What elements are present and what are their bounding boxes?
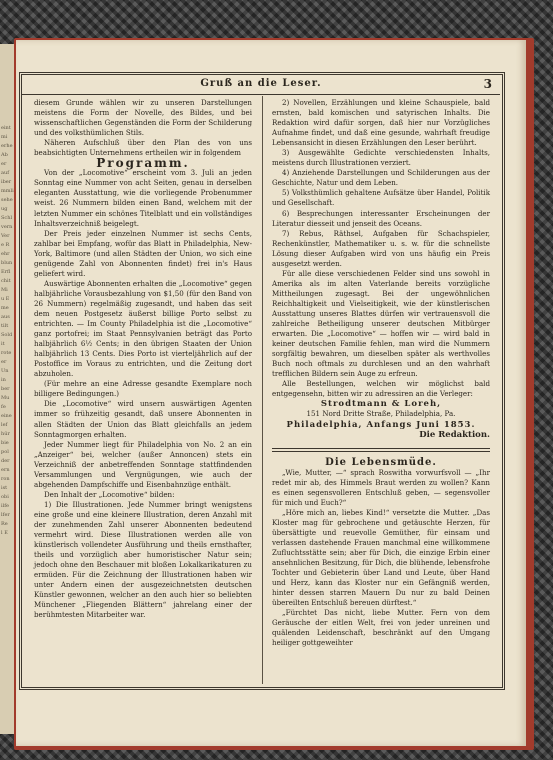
column-divider [262, 96, 263, 684]
paragraph: Auswärtige Abonnenten erhalten die „Locomotive“ gegen halbjährliche Vorausbezahlung von $1,50 (für den Band von 26 Nummern) regelmäßig zugesandt, und haben das seit dem neuen Postgesetz äußerst billige Porto selbst zu entrichten. — Im County Philadelphia ist die „Locomotive“ ganz portofrei; im Staat Pennsylvanien beträgt das Porto halbjährlich 6½ Cents; in den übrigen Staaten der Union halbjährlich 13 Cents. Dies Porto ist vierteljährlich auf der Postoffice im Voraus zu entrichten, und die Zeitung dort abzuholen. [34, 278, 252, 379]
header-rule [22, 94, 500, 95]
previous-page-fragment: Un [1, 368, 9, 374]
previous-page-fragment: ist [1, 485, 8, 491]
previous-page-fragment: eine [1, 413, 12, 419]
running-title: Gruß an die Leser. [200, 78, 322, 89]
previous-page-fragment: Erfl [1, 269, 11, 275]
previous-page-fragment: vern [1, 224, 13, 230]
paragraph: Der Preis jeder einzelnen Nummer ist sechs Cents, zahlbar bei Empfang, wofür das Blatt in Philadelphia, New-York, Baltimore (und allen Städten der Union, wo sich eine genügende Zahl von Abonnenten findet) frei in's Haus geliefert wird. [34, 228, 252, 278]
previous-page-fragment: Ab [1, 152, 8, 158]
section-rule [272, 448, 490, 452]
paragraph: 1) Die Illustrationen. Jede Nummer bringt wenigstens eine große und eine kleinere Illustration, deren Anzahl mit der zunehmenden Zahl unserer Abonnenten bedeutend vermehrt wird. Diese Illustrationen werden alle von künstlerisch vollendeter Ausführung und theils ernsthafter, theils und vorzüglich aber humoristischer Natur sein; jedoch ohne den Beschauer mit bloßen Lokalkarikaturen zu ermüden. Für die Zeichnung der Illustrationen haben wir unter Andern einen der ausgezeichnetsten deutschen Künstler gewonnen, welcher an den auch hier so beliebten Münchener „Fliegenden Blättern“ jahrelang einer der berühmtesten Mitarbeiter war. [34, 499, 252, 620]
previous-page-fragment: ber [1, 386, 10, 392]
paragraph: 6) Besprechungen interessanter Erscheinungen der Literatur diesseit und jenseit des Oceans. [272, 208, 490, 228]
previous-page-fragment: der [1, 458, 10, 464]
story-heading: Die Lebensmüde. [325, 456, 437, 468]
previous-page-fragment: er [1, 359, 7, 365]
previous-page-fragment: lef [1, 422, 8, 428]
previous-page-fragment: hür [1, 431, 10, 437]
paragraph: (Für mehre an eine Adresse gesandte Exemplare noch billigere Bedingungen.) [34, 379, 252, 399]
date-line: Philadelphia, Anfangs Juni 1853. [286, 419, 476, 430]
previous-page-fragment: Mu [1, 395, 10, 401]
paragraph: Jeder Nummer liegt für Philadelphia von No. 2 an ein „Anzeiger“ bei, welcher (außer Annoncen) stets ein Verzeichniß der anbetreffenden Sonntage stattfindenden Versammlungen und Vergnügungen, wie auch der abgehenden Dampfschiffe und Eisenbahnzüge enthält. [34, 439, 252, 489]
previous-page-fragment: obi [1, 494, 9, 500]
paragraph: diesem Grunde wählen wir zu unseren Darstellungen meistens die Form der Novelle, des Bildes, und bei wissenschaftlichen Gegenständen die Form der Schilderung und des volksthümlichen Stils. [34, 98, 252, 138]
previous-page-fragment: auf [1, 170, 10, 176]
paragraph: 5) Volksthümlich gehaltene Aufsätze über Handel, Politik und Gesellschaft. [272, 188, 490, 208]
paragraph: „Höre mich an, liebes Kind!“ versetzte die Mutter. „Das Kloster mag für gebrochene und getäuschte Herzen, für übersättigte und reuevolle Gemüther, für einsam und verlassen dastehende Frauen manchmal eine willkommene Zufluchtsstätte sein; aber für Dich, die einzige Erbin einer ansehnlichen Besitzung, für Dich, die blühende, lebensfrohe Tochter und Gebieterin über Land und Leute, über Hand und Herz, kann das Kloster nur ein Gefängniß werden, hinter dessen starren Mauern Du nur zu bald Deinen übereilten Entschluß bereuen dürftest.“ [272, 507, 490, 608]
right-column [272, 98, 490, 648]
publisher-address: 151 Nord Dritte Straße, Philadelphia, Pa. [306, 409, 456, 419]
previous-page-fragment: ilfe [1, 503, 10, 509]
left-column [34, 98, 252, 620]
previous-page-fragment: eint [1, 125, 11, 131]
previous-page-fragment: lfer [1, 512, 10, 518]
paragraph: Den Inhalt der „Locomotive“ bilden: [44, 489, 175, 499]
previous-page-fragment: Sold [1, 332, 13, 338]
previous-page-fragment: Schl [1, 215, 13, 221]
previous-page-fragment: iber [1, 179, 12, 185]
previous-page-fragment: ehr [1, 251, 10, 257]
previous-page-fragment: tilt [1, 323, 9, 329]
previous-page-fragment: aus [1, 314, 10, 320]
previous-page-fragment: me [1, 305, 9, 311]
previous-page-fragment: ug [1, 206, 8, 212]
paragraph: 7) Rebus, Räthsel, Aufgaben für Schachspieler, Rechenkünstler, Mathematiker u. s. w. für die schnellste Lösung dieser Aufgaben wird von uns häufig ein Preis ausgesetzt werden. [272, 228, 490, 268]
previous-page-fragment: mmli [1, 188, 14, 194]
previous-page-fragment: ern [1, 467, 10, 473]
paragraph: Die „Locomotive“ wird unsern auswärtigen Agenten immer so frühzeitig gesandt, daß unsere Abonnenten in allen Städten der Union das Blatt gleichfalls an jedem Sonntagmorgen erhalten. [34, 399, 252, 439]
previous-page-fragment: Mi [1, 287, 8, 293]
paragraph: „Wie, Mutter, —“ sprach Roswitha vorwurfsvoll — „Ihr redet mir ab, des Himmels Braut werden zu wollen? Kann es einen segensvolleren Entschluß geben, — segensvoller für mich und Euch?“ [272, 467, 490, 507]
previous-page-fragment: Ver [1, 233, 10, 239]
previous-page-fragment: mi [1, 134, 8, 140]
previous-page-fragment: ron [1, 476, 10, 482]
previous-page-fragment: erhe [1, 143, 13, 149]
previous-page-fragment: it [1, 341, 5, 347]
signature: Die Redaktion. [419, 429, 490, 440]
paragraph: 2) Novellen, Erzählungen und kleine Schauspiele, bald ernsten, bald komischen und satyrischen Inhalts. Die Redaktion wird dafür sorgen, daß hier nur Vorzügliches Aufnahme findet, und daß eine gesunde, wahrhaft freudige Lebensansicht in diesen Erzählungen den Leser berührt. [272, 98, 490, 148]
previous-page-fragment: in [1, 377, 6, 383]
previous-page-fragment: e R [1, 242, 10, 248]
previous-page-fragment: pol [1, 449, 9, 455]
paragraph: „Fürchtet Das nicht, liebe Mutter. Fern von dem Geräusche der eitlen Welt, frei von jeder unreinen und quälenden Leidenschaft, beschränkt auf den Umgang heiliger gottgeweihter [272, 608, 490, 648]
paragraph: Von der „Locomotive“ erscheint vom 3. Juli an jeden Sonntag eine Nummer von acht Seiten, genau in derselben eleganten Ausstattung, wie die vorliegende Probenummer weist. 26 Nummern bilden einen Band, welchem mit der letzten Nummer ein schönes Titelblatt und ein vollständiges Inhaltsverzeichniß beigelegt. [34, 168, 252, 228]
program-heading: Programm. [96, 156, 190, 171]
previous-page-fragment: sehe [1, 197, 13, 203]
paragraph: Näheren Aufschluß über den Plan des von uns beabsichtigten Unternehmens ertheilen wir in folgendem [34, 138, 252, 158]
page-number: 3 [483, 77, 492, 91]
publisher-name: Strodtmann & Loreh, [320, 399, 442, 410]
previous-page-fragment: bie [1, 440, 9, 446]
paragraph: 3) Ausgewählte Gedichte verschiedensten Inhalts, meistens durch Illustrationen verziert. [272, 148, 490, 168]
paragraph: Für alle diese verschiedenen Felder sind uns sowohl in Amerika als im alten Vaterlande bereits vorzügliche Mittheilungen zugesagt. Bei der ungewöhnlichen Reichhaltigkeit und Vielseitigkeit, wie der künstlerischen Ausstattung unseres Blattes dürfen wir vertrauensvoll die zahlreiche Betheiligung unserer deutschen Mitbürger erwarten. Die „Locomotive“ — hoffen wir — wird bald in keiner deutschen Familie fehlen, man wird die Nummern sorgfältig bewahren, um dieselben später als werthvolles Buch noch oftmals zu durchlesen und an den wahrhaft trefflichen Bildern sein Auge zu erfreun. [272, 268, 490, 379]
previous-page-fragment: Re [1, 521, 8, 527]
previous-page-fragment: chit [1, 278, 11, 284]
paragraph: Alle Bestellungen, welchen wir möglichst bald entgegensehn, bitten wir zu adressiren an die Verleger: [272, 379, 490, 399]
previous-page-fragment: er [1, 161, 7, 167]
previous-page-fragment: rote [1, 350, 12, 356]
previous-page-fragment: u E [1, 296, 10, 302]
page-header [22, 76, 500, 94]
paragraph: 4) Anziehende Darstellungen und Schilderungen aus der Geschichte, Natur und dem Leben. [272, 168, 490, 188]
previous-page-fragment: fe [1, 404, 6, 410]
previous-page-fragment: blun [1, 260, 13, 266]
previous-page-fragment: l E [1, 530, 8, 536]
